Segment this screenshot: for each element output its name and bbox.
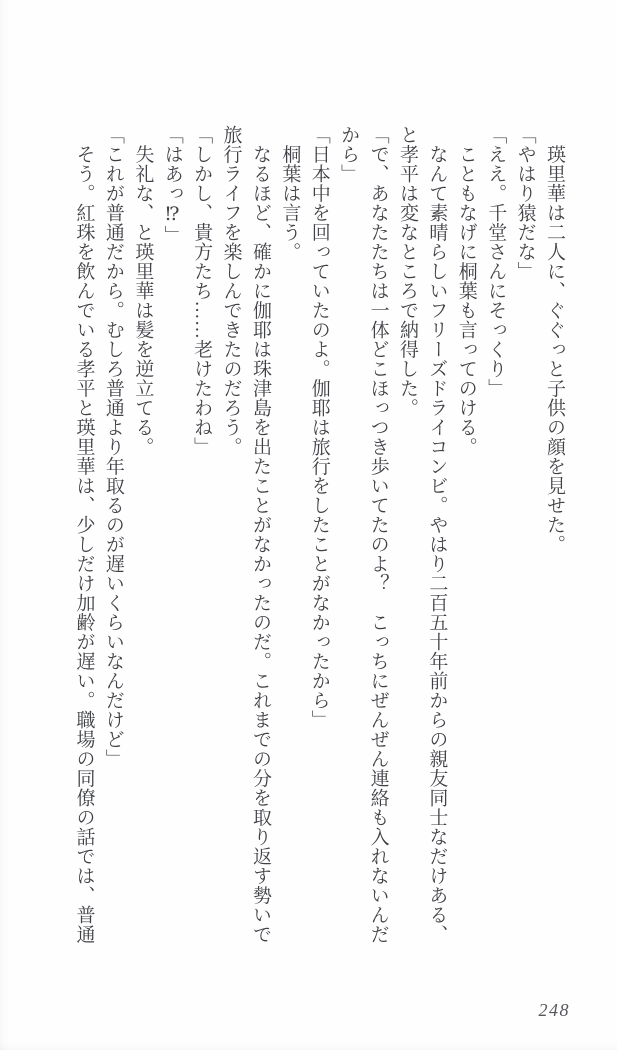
text-column: 「日本中を回っていたのよ。伽耶は旅行をしたことがなかったから」 bbox=[308, 125, 330, 730]
text-column: 失礼な、と瑛里華は髪を逆立てる。 bbox=[132, 125, 154, 457]
text-column: 「しかし、貴方たち……老けたわね」 bbox=[191, 125, 213, 457]
text-column: と孝平は変なところで納得した。 bbox=[396, 125, 418, 418]
text-column: 「はあっ⁉」 bbox=[161, 125, 183, 245]
text-column: なるほど、確かに伽耶は珠津島を出たことがなかったのだ。これまでの分を取り返す勢いで bbox=[249, 125, 271, 944]
text-block bbox=[67, 125, 569, 951]
text-column: 瑛里華は二人に、ぐぐっと子供の顔を見せた。 bbox=[544, 125, 565, 554]
text-column: 旅行ライフを楽しんできたのだろう。 bbox=[220, 125, 242, 457]
text-column: 「やはり猿だな」 bbox=[514, 125, 536, 281]
text-column: 「これが普通だから。むしろ普通より年取るのが遅いくらいなんだけど」 bbox=[102, 125, 124, 769]
text-column: 「で、あなたたちは一体どこほっつき歩いてたのよ？ こっちにぜんぜん連絡も入れないんだ bbox=[367, 125, 389, 944]
text-column: なんて素晴らしいフリーズドライコンビ。やはり二百五十年前からの親友同士なだけある、 bbox=[426, 125, 448, 944]
text-column: こともなげに桐葉も言ってのける。 bbox=[455, 125, 477, 457]
text-column: そう。紅珠を飲んでいる孝平と瑛里華は、少しだけ加齢が遅い。職場の同僚の話では、普通 bbox=[73, 125, 95, 944]
text-column: 桐葉は言う。 bbox=[279, 125, 301, 262]
page-number: 248 bbox=[538, 1000, 570, 1020]
text-column: 「ええ。千堂さんにそっくり」 bbox=[485, 125, 507, 398]
text-column: から」 bbox=[338, 125, 360, 184]
